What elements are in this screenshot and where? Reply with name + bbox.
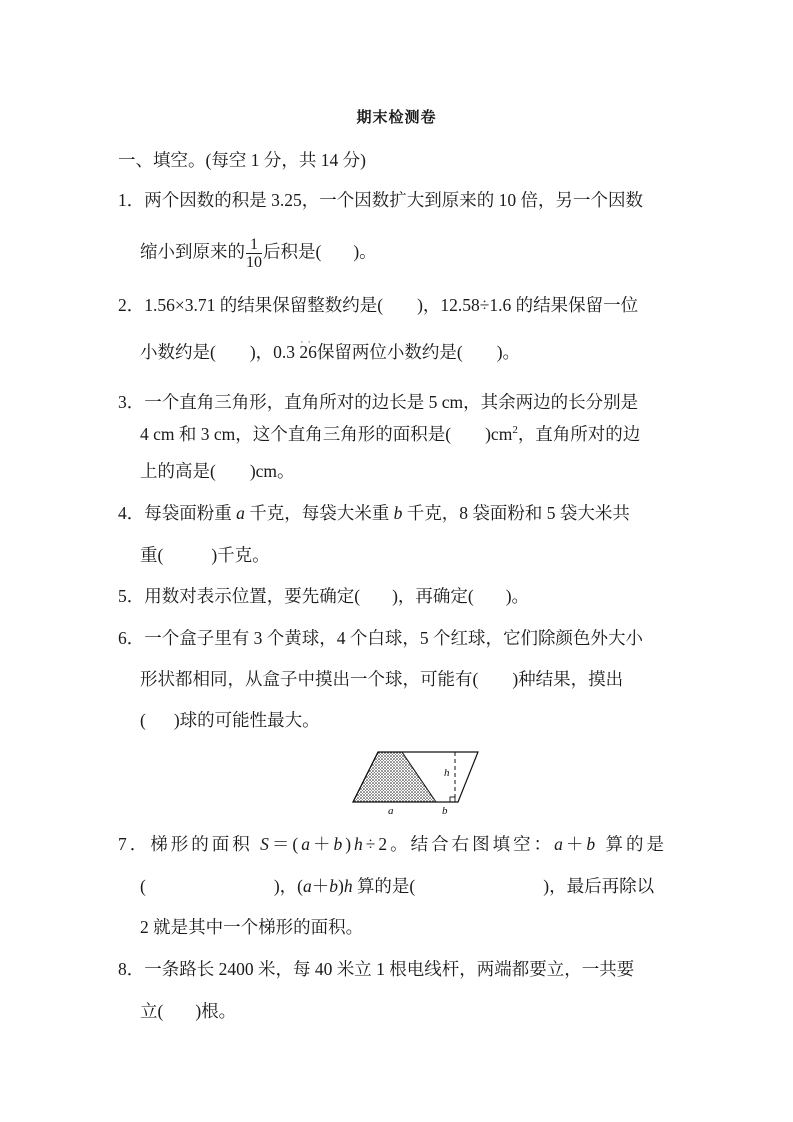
question-7-line-1: 7．梯形的面积 S＝(a＋b)h÷2。结合右图填空：a＋b 算的是 (118, 834, 668, 854)
section-heading: 一、填空。(每空 1 分，共 14 分) (118, 150, 366, 170)
question-1-line-1: 1．两个因数的积是 3.25，一个因数扩大到原来的 10 倍，另一个因数 (118, 190, 643, 210)
question-1-line-2: 缩小到原来的 $\frac{1}{10}$ 后积是( )。 (140, 236, 377, 271)
question-3-line-2: 4 cm 和 3 cm，这个直角三角形的面积是( )$cm^2$，直角所对的边 (140, 424, 641, 444)
question-4-line-1: 4．每袋面粉重 a 千克，每袋大米重 b 千克，8 袋面粉和 5 袋大米共 (118, 503, 630, 523)
question-3-line-1: 3．一个直角三角形，直角所对的边长是 5 cm，其余两边的长分别是 (118, 392, 639, 412)
label-b: b (442, 805, 448, 817)
question-3-line-3: 上的高是( )cm。 (140, 461, 295, 481)
question-2-line-1: 2．1.56×3.71 的结果保留整数约是( )，12.58÷1.6 的结果保留一位 (118, 295, 639, 315)
question-4-line-2: 重( )千克。 (140, 545, 270, 565)
repeating-decimal-digits: · · 26 (299, 342, 317, 362)
label-a: a (388, 805, 394, 817)
question-8-line-2: 立( )根。 (140, 1001, 237, 1021)
question-7-line-2: ( )，(a＋b)h 算的是( )，最后再除以 (140, 876, 655, 896)
question-2-line-2: 小数约是( )，0.3 · · 26保留两位小数约是( )。 (140, 340, 520, 364)
question-6-line-2: 形状都相同，从盒子中摸出一个球，可能有( )种结果，摸出 (140, 669, 624, 689)
question-8-line-1: 8．一条路长 2400 米，每 40 米立 1 根电线杆，两端都要立，一共要 (118, 959, 635, 979)
trapezoid-parallelogram-figure (348, 746, 488, 818)
question-7-line-3: 2 就是其中一个梯形的面积。 (140, 917, 364, 937)
label-h: h (444, 767, 450, 779)
right-angle-marker (450, 797, 455, 802)
question-5-line-1: 5．用数对表示位置，要先确定( )，再确定( )。 (118, 586, 530, 606)
question-number: 1． (118, 190, 145, 210)
fraction: $\frac{1}{10}$ (246, 236, 262, 271)
question-6-line-3: ( )球的可能性最大。 (140, 710, 320, 730)
question-6-line-1: 6．一个盒子里有 3 个黄球，4 个白球，5 个红球，它们除颜色外大小 (118, 628, 643, 648)
page-title: 期末检测卷 (356, 108, 437, 126)
